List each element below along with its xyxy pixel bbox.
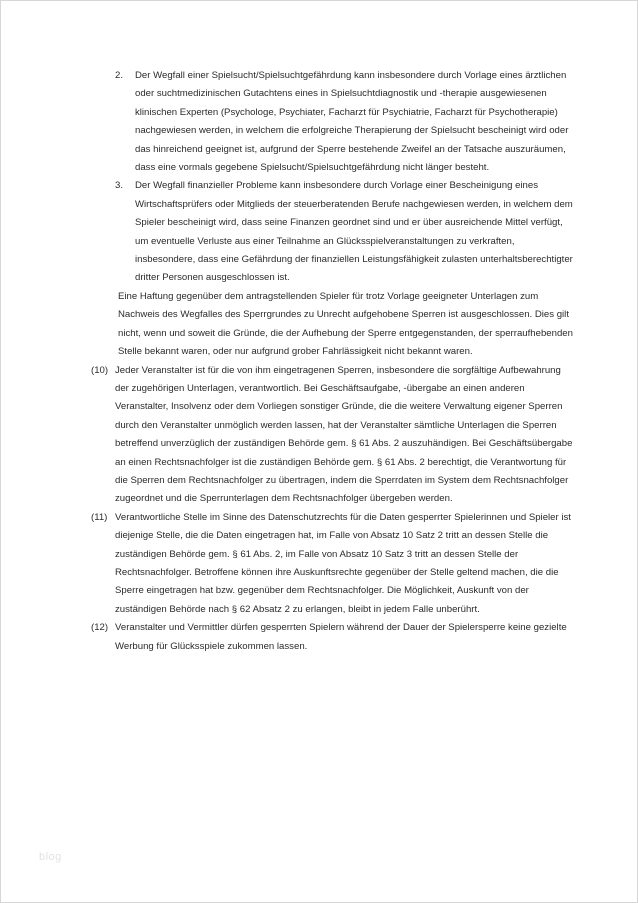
paragraph-11 [91,509,577,619]
liability-paragraph: Eine Haftung gegenüber dem antragstellenden Spieler für trotz Vorlage geeigneter Unterlagen zum Nachweis des Wegfalles des Sperrgrundes zu Unrecht aufgehobene Sperren ist ausgeschlossen. Dies gilt nicht, wenn und soweit die Gründe, die der Aufhebung der Sperre entgegenstanden, der sperraufhebenden Stelle bekannt waren, oder nur aufgrund grober Fahrlässigkeit nicht bekannt waren. [118,290,573,358]
watermark: blog [39,851,62,863]
paragraph-number: (11) [91,511,108,523]
list-item-number: 3. [115,180,124,192]
paragraph-10 [91,362,577,509]
paragraph-number: (12) [91,622,109,634]
paragraph-12 [91,619,577,656]
paragraph-number: (10) [91,364,109,376]
paragraph-text: Veranstalter und Vermittler dürfen gesperrten Spielern während der Dauer der Spielersperre keine gezielte Werbung für Glücksspiele zukommen lassen. [115,622,567,652]
list-item-number: 2. [115,70,124,81]
paragraph-text: Jeder Veranstalter ist für die von ihm eingetragenen Sperren, insbesondere die sorgfältige Aufbewahrung der zugehörigen Unterlagen, verantwortlich. Bei Geschäftsaufgabe, -übergabe an einen anderen Veranstalter, Insolvenz oder dem Vorliegen sonstiger Gründe, die die weitere Verwaltung eigener Sperren durch den Veranstalter unmöglich werden lassen, hat der Veranstalter sämtliche Unterlagen die Sperren betreffend unverzüglich der zuständigen Behörde gem. § 61 Abs. 2 auszuhändigen. Bei Geschäftsübergabe an einen Rechtsnachfolger ist die zuständigen Behörde gem. § 61 Abs. 2 berechtigt, die Verantwortung für die Sperren dem Rechtsnachfolger zu übertragen, indem die Sperrdaten im System dem Rechtsnachfolger zugeordnet und die Sperrunterlagen dem Rechtsnachfolger übergeben werden. [115,364,573,505]
list-item-text: Der Wegfall finanzieller Probleme kann insbesondere durch Vorlage einer Bescheinigung eines Wirtschaftsprüfers oder Mitglieds der steuerberatenden Berufe nachgewiesen werden, in welchem dem Spieler bescheinigt wird, dass seine Finanzen geordnet sind und er über ausreichende Mittel verfügt, um eventuelle Verluste aus einer Teilnahme an Glücksspielveranstaltungen zu verkraften, insbesondere, dass eine Gefährdung der finanziellen Leistungsfähigkeit zulasten unterhaltsberechtigter dritter Personen ausgeschlossen ist. [135,180,573,284]
list-item-2 [91,67,577,177]
list-item-text: Der Wegfall einer Spielsucht/Spielsuchtgefährdung kann insbesondere durch Vorlage eines ärztlichen oder suchtmedizinischen Gutachtens eines in Spielsuchtdiagnostik und -therapie ausgewiesenen klinischen Experten (Psychologe, Psychiater, Facharzt für Psychiatrie, Facharzt für Psychotherapie) nachgewiesen werden, in welchem die erfolgreiche Therapierung der Spielsucht bescheinigt wird oder das hinreichend geeignet ist, aufgrund der Sperre bestehende Zweifel an der Tatsache auszuräumen, dass eine vormals gegebene Spielsucht/Spielsuchtgefährdung nicht länger besteht. [135,70,569,174]
paragraph-text: Verantwortliche Stelle im Sinne des Datenschutzrechts für die Daten gesperrter Spielerinnen und Spieler ist diejenige Stelle, die die Daten eingetragen hat, im Falle von Absatz 10 Satz 2 tritt an dessen Stelle die zuständigen Behörde gem. § 61 Abs. 2, im Falle von Absatz 10 Satz 3 tritt an dessen Stelle der Rechtsnachfolger. Betroffene können ihre Auskunftsrechte gegenüber der Stelle geltend machen, die die Sperre eingetragen hat bzw. gegenüber dem Rechtsnachfolger. Die Möglichkeit, Auskunft von der zuständigen Behörde nach § 62 Absatz 2 zu erlangen, bleibt in jedem Falle unberührt. [115,511,571,615]
document-body [91,67,577,656]
list-item-3 [91,177,577,287]
